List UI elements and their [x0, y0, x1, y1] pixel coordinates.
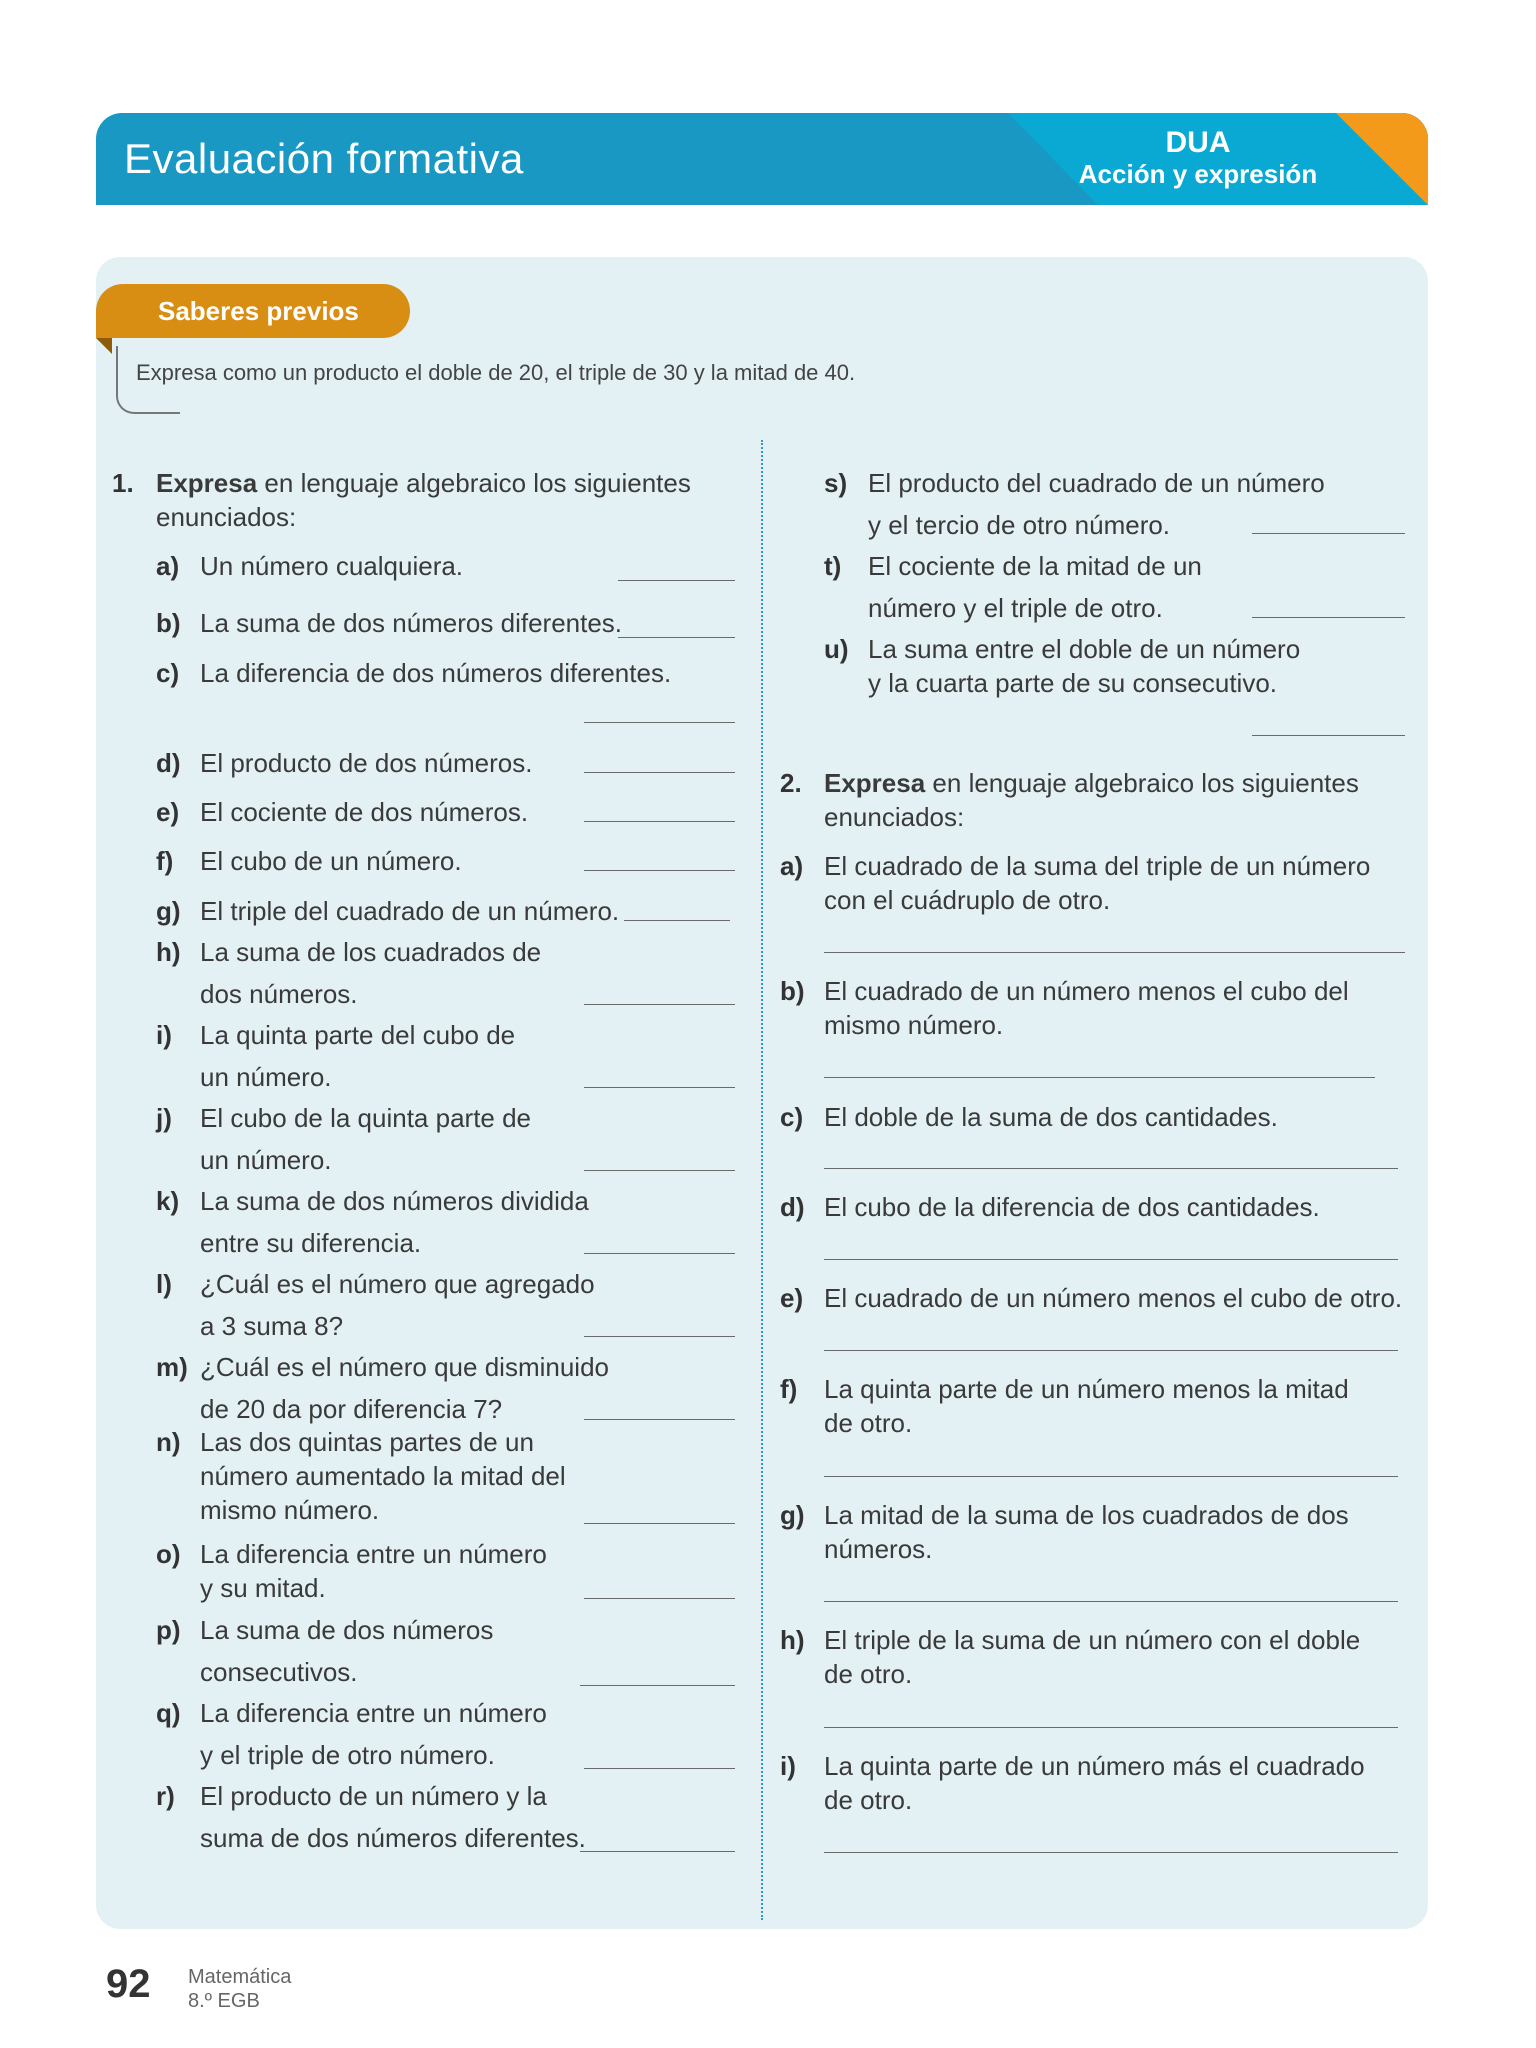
ex1-item-text: La suma de dos números dividida	[200, 1186, 589, 1216]
ex1-item-label: s)	[824, 468, 848, 498]
ex1-item-text: El cubo de un número.	[200, 846, 462, 876]
ex1-line1: en lenguaje algebraico los siguientes	[264, 468, 691, 498]
ex2-item-text: de otro.	[824, 1785, 913, 1815]
ex1-item-answer-line	[584, 772, 735, 773]
ex2-number: 2.	[780, 768, 802, 798]
ex1-item-text: a 3 suma 8?	[200, 1311, 344, 1341]
ex1-item-label: b)	[156, 608, 181, 638]
ex1-item-label: f)	[156, 846, 174, 876]
ex2-item-answer-line	[824, 952, 1405, 953]
ex2-item-text: números.	[824, 1534, 933, 1564]
ex2-item-label: i)	[780, 1751, 796, 1781]
ex1-item-text: entre su diferencia.	[200, 1228, 422, 1258]
ex1-item-label: h)	[156, 937, 181, 967]
ex1-item-text: El producto de dos números.	[200, 748, 533, 778]
ex2-item-text: El doble de la suma de dos cantidades.	[824, 1102, 1278, 1132]
ex1-item-label: t)	[824, 551, 842, 581]
page-title: Evaluación formativa	[124, 135, 524, 182]
ex2-item-answer-line	[824, 1077, 1375, 1078]
page-header	[96, 113, 1428, 205]
ex1-item-text: y el tercio de otro número.	[868, 510, 1171, 540]
ex2-line1: en lenguaje algebraico los siguientes	[932, 768, 1359, 798]
ex1-item-text: El triple del cuadrado de un número.	[200, 896, 620, 926]
ex2-item-text: La quinta parte de un número más el cuadrado	[824, 1751, 1365, 1781]
ex1-item-answer-line	[584, 1419, 735, 1420]
ex1-item-text: ¿Cuál es el número que disminuido	[200, 1352, 609, 1382]
ex2-item-text: El cuadrado de un número menos el cubo de otro.	[824, 1283, 1403, 1313]
ex1-item-text: número y el triple de otro.	[868, 593, 1163, 623]
ex1-bold: Expresa	[156, 468, 258, 498]
ex1-item-answer-line	[584, 1598, 735, 1599]
ex2-item-label: f)	[780, 1374, 798, 1404]
ex1-item-label: a)	[156, 551, 180, 581]
ex2-item-text: La mitad de la suma de los cuadrados de dos	[824, 1500, 1349, 1530]
ex2-bold: Expresa	[824, 768, 926, 798]
ex1-item-answer-line	[624, 920, 730, 921]
ex1-item-answer-line	[584, 1336, 735, 1337]
ex1-item-text: y su mitad.	[200, 1573, 326, 1603]
ex1-item-text: un número.	[200, 1145, 332, 1175]
ex2-item-answer-line	[824, 1168, 1398, 1169]
ex1-item-text: mismo número.	[200, 1495, 380, 1525]
ex1-item-text: El cociente de dos números.	[200, 797, 529, 827]
ex1-item-answer-line	[584, 821, 735, 822]
ex1-item-text: La quinta parte del cubo de	[200, 1020, 516, 1050]
ex1-item-label: g)	[156, 896, 181, 926]
ex1-item-label: k)	[156, 1186, 180, 1216]
ex1-item-text: consecutivos.	[200, 1657, 358, 1687]
ex1-item-answer-line	[580, 1851, 735, 1852]
ex1-item-answer-line	[618, 580, 735, 581]
dua-title: DUA	[1165, 126, 1231, 159]
ex1-item-text: El cociente de la mitad de un	[868, 551, 1202, 581]
ex1-item-label: c)	[156, 658, 180, 688]
ex1-item-label: i)	[156, 1020, 172, 1050]
ex2-item-answer-line	[824, 1259, 1398, 1260]
ex1-item-label: o)	[156, 1539, 181, 1569]
ex1-item-answer-line	[1252, 617, 1405, 618]
ex1-item-text: La diferencia entre un número	[200, 1539, 547, 1569]
ex1-item-answer-line	[584, 1253, 735, 1254]
ex1-item-text: La diferencia entre un número	[200, 1698, 547, 1728]
ex1-item-answer-line	[1252, 735, 1405, 736]
ex1-item-label: n)	[156, 1427, 181, 1457]
ex1-item-answer-line	[584, 1170, 735, 1171]
ex1-item-text: El producto del cuadrado de un número	[868, 468, 1325, 498]
dua-subtitle: Acción y expresión	[1078, 159, 1318, 189]
ex1-item-answer-line	[584, 722, 735, 723]
ex1-item-text: número aumentado la mitad del	[200, 1461, 566, 1491]
ex2-item-text: de otro.	[824, 1408, 913, 1438]
ex2-item-label: a)	[780, 851, 804, 881]
ex1-item-text: La suma de dos números diferentes.	[200, 608, 623, 638]
ex2-line2: enunciados:	[824, 802, 965, 832]
ex1-item-text: y el triple de otro número.	[200, 1740, 495, 1770]
ex1-item-text: Las dos quintas partes de un	[200, 1427, 534, 1457]
ex2-item-text: El triple de la suma de un número con el doble	[824, 1625, 1361, 1655]
ex2-heading	[824, 766, 1359, 800]
ex1-item-label: d)	[156, 748, 181, 778]
ex1-item-text: La diferencia de dos números diferentes.	[200, 658, 672, 688]
ex1-item-label: q)	[156, 1698, 181, 1728]
ex1-number: 1.	[112, 468, 134, 498]
footer-grade: 8.º EGB	[188, 1990, 260, 2012]
ex1-item-answer-line	[618, 637, 735, 638]
ex1-line2: enunciados:	[156, 502, 297, 532]
ex1-item-text: suma de dos números diferentes.	[200, 1823, 586, 1853]
ex1-item-label: u)	[824, 634, 849, 664]
ex1-item-label: m)	[156, 1352, 188, 1382]
ex1-item-answer-line	[584, 1768, 735, 1769]
ex2-item-label: g)	[780, 1500, 805, 1530]
ex1-item-label: e)	[156, 797, 180, 827]
saberes-tab: Saberes previos	[96, 284, 410, 338]
column-divider	[761, 440, 763, 1920]
ex2-item-label: b)	[780, 976, 805, 1006]
ex1-item-text: de 20 da por diferencia 7?	[200, 1394, 503, 1424]
ex2-item-label: d)	[780, 1192, 805, 1222]
ex1-heading	[156, 466, 691, 500]
ex1-item-text: La suma entre el doble de un número	[868, 634, 1301, 664]
ex1-item-text: Un número cualquiera.	[200, 551, 464, 581]
ex1-item-label: r)	[156, 1781, 175, 1811]
ex1-item-answer-line	[580, 1685, 735, 1686]
ex1-item-label: j)	[156, 1103, 172, 1133]
ex1-item-answer-line	[584, 870, 735, 871]
footer-subject: Matemática	[188, 1966, 292, 1988]
ex1-item-text: El cubo de la quinta parte de	[200, 1103, 532, 1133]
ex2-item-label: e)	[780, 1283, 804, 1313]
ex2-item-label: h)	[780, 1625, 805, 1655]
ex2-item-text: El cuadrado de la suma del triple de un número	[824, 851, 1371, 881]
ex1-item-answer-line	[1252, 533, 1405, 534]
ex1-item-answer-line	[584, 1004, 735, 1005]
ex2-item-answer-line	[824, 1350, 1398, 1351]
ex2-item-text: con el cuádruplo de otro.	[824, 885, 1111, 915]
ex1-item-answer-line	[584, 1087, 735, 1088]
ex1-item-text: ¿Cuál es el número que agregado	[200, 1269, 595, 1299]
ex1-item-answer-line	[584, 1523, 735, 1524]
ex2-item-text: La quinta parte de un número menos la mitad	[824, 1374, 1349, 1404]
ex2-item-answer-line	[824, 1476, 1398, 1477]
ex1-item-text: La suma de los cuadrados de	[200, 937, 542, 967]
ex1-item-text: y la cuarta parte de su consecutivo.	[868, 668, 1278, 698]
ex2-item-label: c)	[780, 1102, 804, 1132]
ex1-item-text: El producto de un número y la	[200, 1781, 547, 1811]
ex1-item-text: dos números.	[200, 979, 358, 1009]
ex2-item-text: de otro.	[824, 1659, 913, 1689]
page-number: 92	[106, 1962, 151, 2006]
ex2-item-text: El cuadrado de un número menos el cubo del	[824, 976, 1349, 1006]
ex2-item-answer-line	[824, 1601, 1398, 1602]
ex1-item-label: l)	[156, 1269, 172, 1299]
saberes-text: Expresa como un producto el doble de 20, el triple de 30 y la mitad de 40.	[136, 360, 856, 385]
ex2-item-answer-line	[824, 1727, 1398, 1728]
ex2-item-answer-line	[824, 1852, 1398, 1853]
ex2-item-text: El cubo de la diferencia de dos cantidades.	[824, 1192, 1320, 1222]
ex1-item-text: La suma de dos números	[200, 1615, 494, 1645]
ex2-item-text: mismo número.	[824, 1010, 1004, 1040]
ex1-item-label: p)	[156, 1615, 181, 1645]
ex1-item-text: un número.	[200, 1062, 332, 1092]
dua-badge	[1078, 127, 1318, 189]
